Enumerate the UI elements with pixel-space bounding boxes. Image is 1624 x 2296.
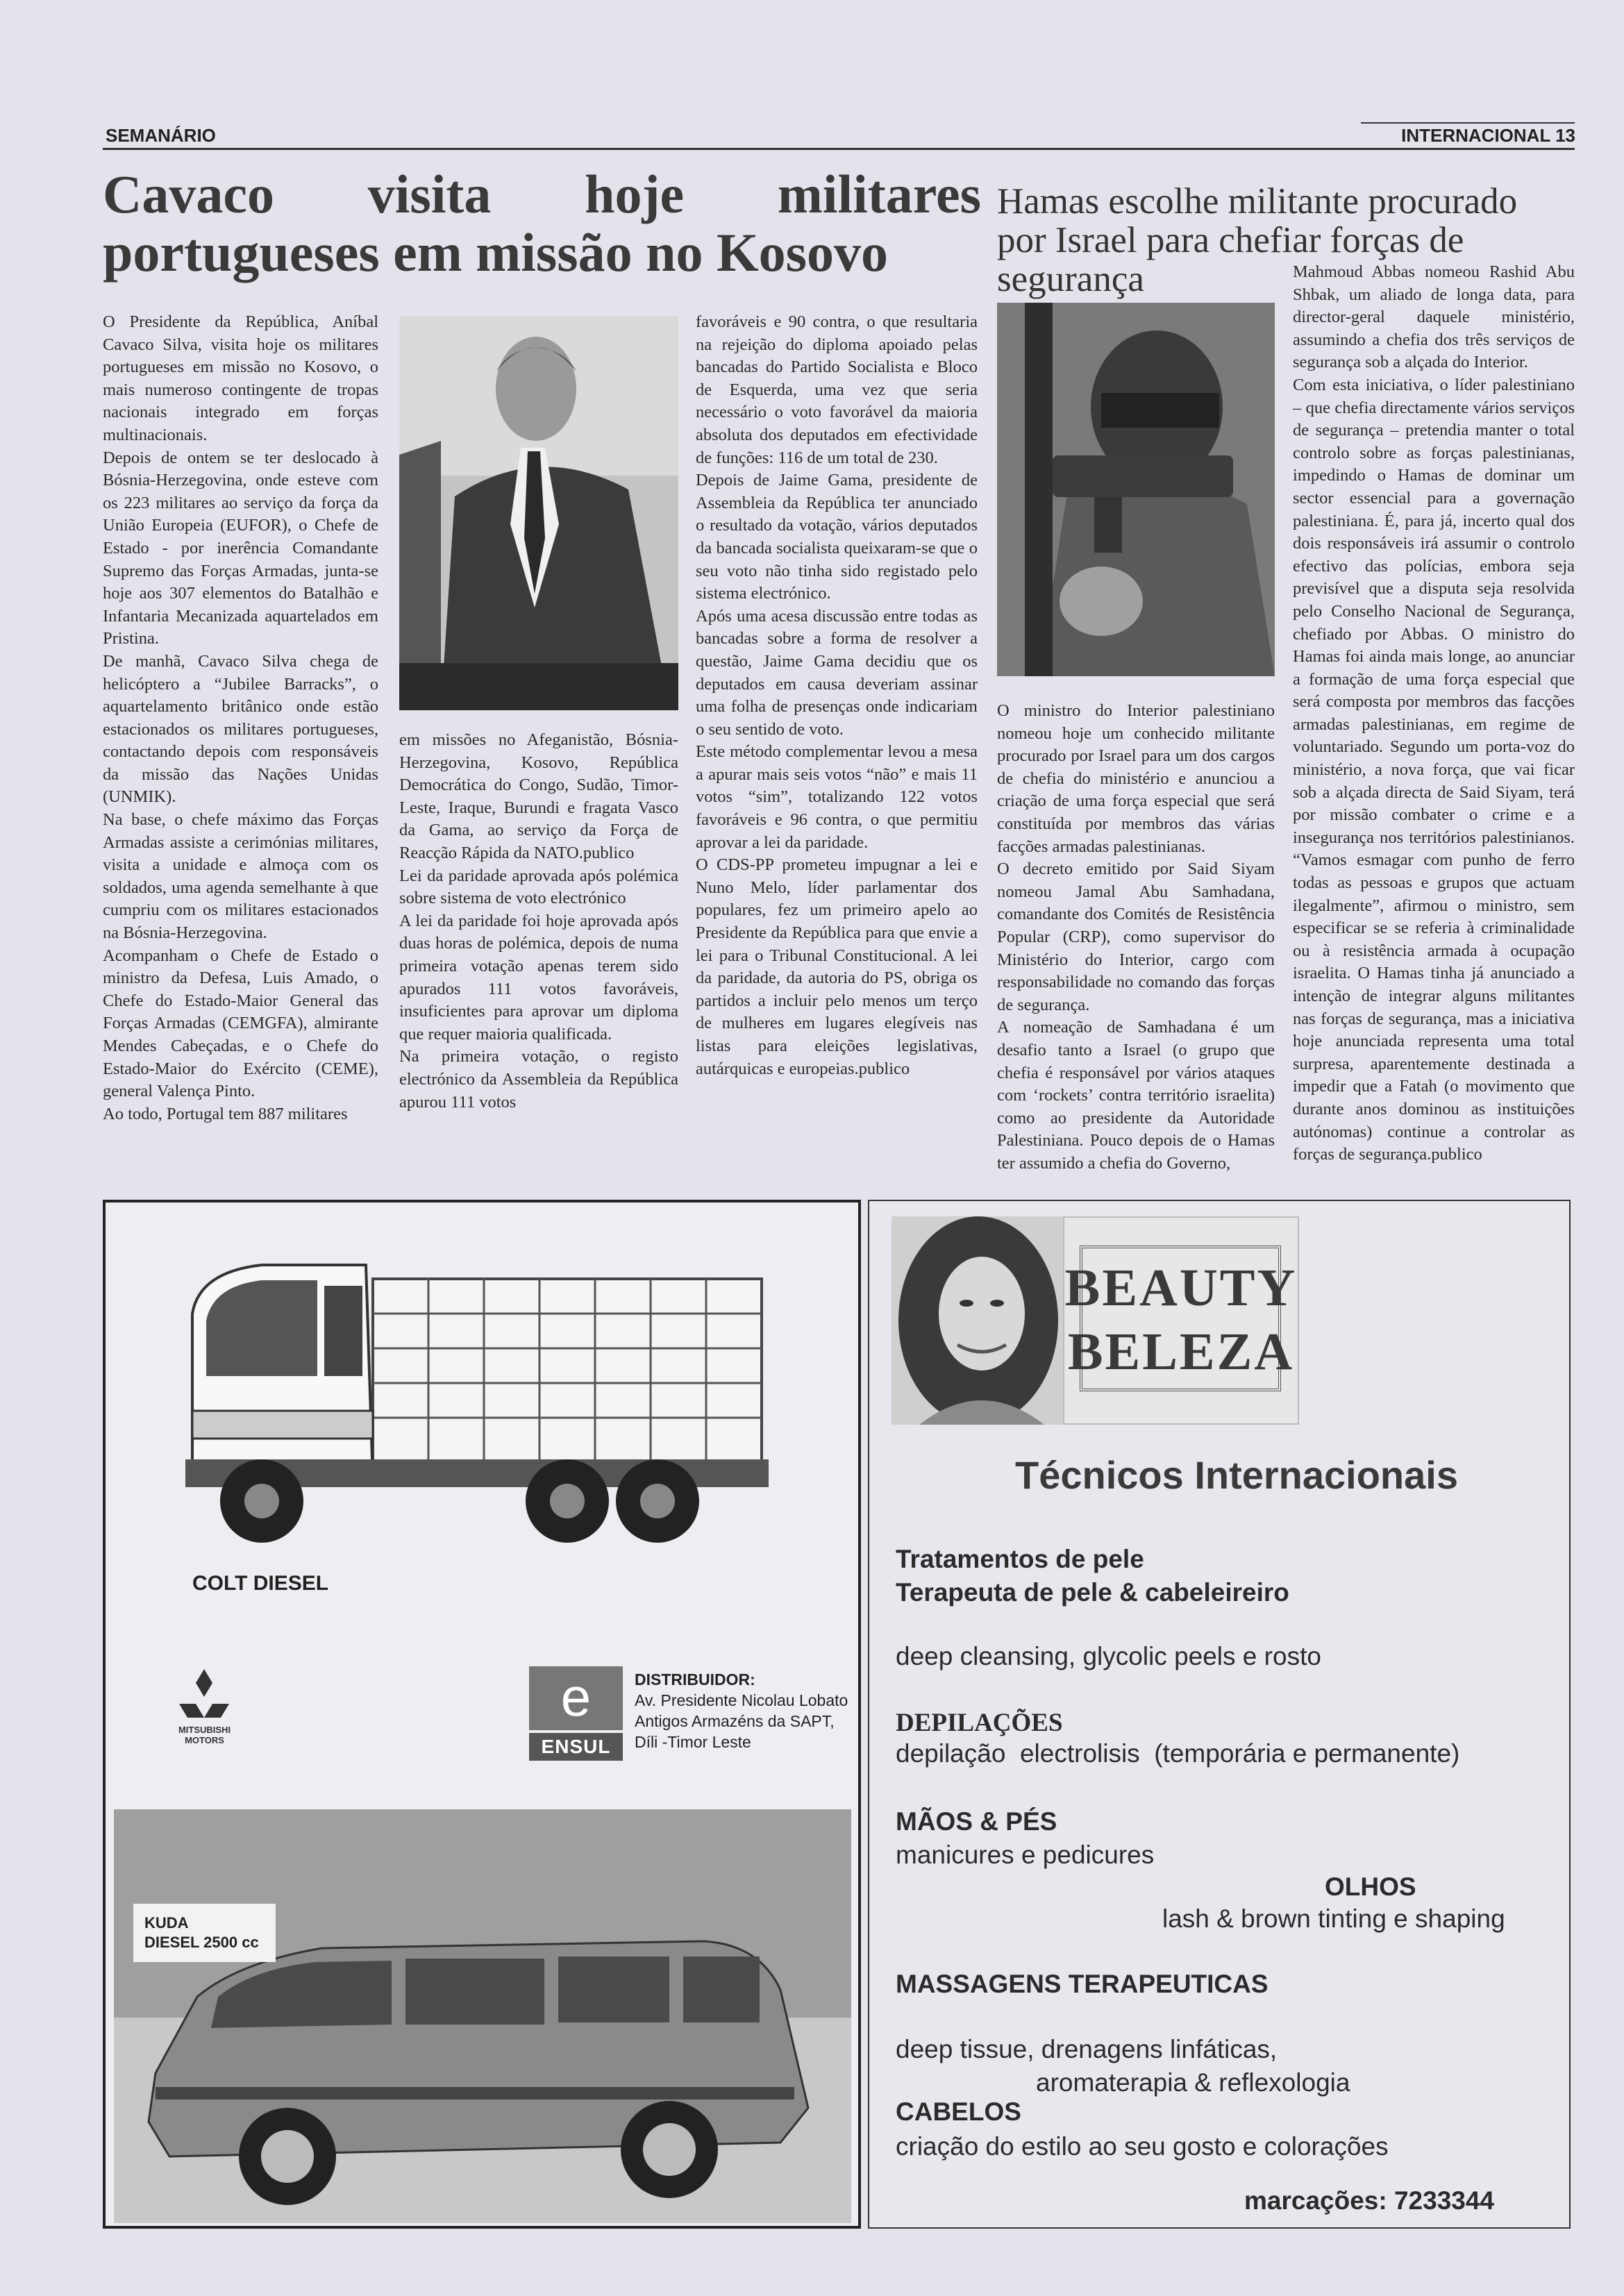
paragraph: Depois de Jaime Gama, presidente de Assembleia da República ter anunciado o resultado da votação, vários deputados da bancada socialista queixaram-se que o seu voto não tinha sido registado pelo sistema electrónico. [696,471,978,603]
article2-column-2 [1293,261,1575,1166]
militant-photo-illustration [997,303,1275,676]
service-skin-description: deep cleansing, glycolic peels e rosto [896,1642,1321,1670]
article1-headline [103,165,981,282]
beauty-sign-title-pt: BELEZA [1067,1323,1295,1381]
ensul-mark-icon: e [529,1666,623,1730]
article1-column-2 [399,729,678,1114]
service-hair-description: criação do estilo ao seu gosto e colorações [896,2132,1389,2161]
militant-photo [997,303,1275,676]
paragraph: Ao todo, Portugal tem 887 militares [103,1104,348,1123]
paragraph: Na base, o chefe máximo das Forças Armadas assiste a cerimónias militares, visita a unidade e almoça com os soldados, uma agenda semelhante à que cumpriu com os militares estacionados na Bósnia-Herzegovina. [103,810,378,943]
paragraph: Após uma acesa discussão entre todas as bancadas sobre a forma de resolver a questão, Jaime Gama decidiu que os deputados em causa deveriam assinar uma folha de presenças onde indicariam o seu sentido de voto. [696,606,978,739]
paragraph: O Presidente da República, Aníbal Cavaco Silva, visita hoje os militares portugueses em missão no Kosovo, o mais numeroso contingente de tropas nacionais integrado em forças multinacionais. [103,312,378,444]
article1-headline-line2: portugueses em missão no Kosovo [103,222,889,283]
service-hair-title: CABELOS [896,2097,1021,2126]
beauty-sign [1063,1216,1299,1425]
service-eyes-description: lash & brown tinting e shaping [1162,1904,1505,1933]
paragraph: De manhã, Cavaco Silva chega de helicóptero a “Jubilee Barracks”, o aquartelamento britânico onde estão estacionados os militares portugueses, contactando depois com responsáveis da missão das Nações Unidas (UNMIK). [103,651,378,807]
service-hair-removal-title: DEPILAÇÕES [896,1709,1063,1737]
distributor-title: DISTRIBUIDOR: [635,1670,755,1689]
service-skin-subtitle: Terapeuta de pele & cabeleireiro [896,1578,1289,1607]
van-model-label [133,1904,276,1962]
distributor-address: Díli -Timor Leste [635,1733,751,1751]
paragraph: Na primeira votação, o registo electrónico da Assembleia da República apurou 111 votos [399,1047,678,1112]
headline-word: Cavaco [103,164,274,224]
ensul-name: ENSUL [529,1733,623,1761]
van-photo [114,1809,851,2223]
service-massage-title: MASSAGENS TERAPEUTICAS [896,1970,1269,1998]
service-skin-title: Tratamentos de pele [896,1545,1144,1573]
service-hair-removal-description: depilação electrolisis (temporária e permanente) [896,1739,1460,1768]
mitsubishi-brand-text [171,1725,237,1745]
paragraph: favoráveis e 90 contra, o que resultaria na rejeição do diploma apoiado pelas bancadas do Partido Socialista e Bloco de Esquerda, uma vez que seria necessário o voto favorável da maioria absoluta dos deputados em efectividade de funções: 116 de um total de 230. [696,312,978,467]
president-photo-illustration [399,316,678,710]
brand-line: MOTORS [185,1735,224,1745]
paragraph: Depois de ontem se ter deslocado à Bósnia-Herzegovina, onde esteve com os 223 militares ao serviço da força da União Europeia (EUFOR), o Chefe de Estado - por inerência Comandante Supremo das Forças Armadas, junta-se hoje aos 307 elementos do Batalhão e Infantaria Mecanizada aquartelados em Pristina. [103,448,378,648]
woman-image [891,1216,1063,1425]
truck-image [178,1230,782,1557]
mitsubishi-logo-icon [176,1666,232,1722]
service-massage-description: deep tissue, drenagens linfáticas, [896,2035,1278,2063]
header-rule-right-top [1361,122,1575,124]
header-rule [103,148,1575,150]
beauty-sign-title-en: BEAUTY [1064,1259,1298,1317]
paragraph: Com esta iniciativa, o líder palestiniano – que chefia directamente vários serviços de segurança – pretendia manter o total controlo sobre as forças palestinianas, impedindo o Hamas de dominar um sector essencial para a governação palestiniana. É, para já, incerto qual dos dois responsáveis irá assumir o controlo efectivo das polícias, embora seja previsível que a disputa seja resolvida pelo Conselho Nacional de Segurança, chefiado por Abbas. O ministro do Hamas foi ainda mais longe, ao anunciar a formação de uma força especial que será composta por membros das facções armadas palestinianas, em regime de voluntariado. Segundo um porta-voz do ministério, a nova força, que vai ficar sob a alçada directa de Said Siyam, terá por missão combater o crime e a insegurança nos territórios palestinianos. “Vamos esmagar com punho de ferro todas as pessoas e grupos que actuam ilegalmente”, afirmou o ministro, sem especificar se se referia à criminalidade ou à resistência armada à ocupação israelita. O Hamas tinha já anunciado a intenção de integrar alguns militantes nas forças de segurança, mas a iniciativa hoje anunciada representa uma total surpresa, aparentemente destinada a impedir que a Fatah (o movimento que durante anos dominou as instituições autónomas) continue a controlar as forças de segurança.publico [1293,375,1575,1164]
service-massage-description: aromaterapia & reflexologia [1036,2068,1350,2097]
ad-title: Técnicos Internacionais [1015,1453,1458,1497]
paragraph: O decreto emitido por Said Siyam nomeou Jamal Abu Samhadana, comandante dos Comités de Resistência Popular (CRP), como supervisor do Ministério do Interior, cargo com responsabilidade no comando das forças de segurança. [997,860,1275,1014]
distributor-address: Antigos Armazéns da SAPT, [635,1712,835,1730]
article2-column-1 [997,700,1275,1175]
distributor-info [635,1669,860,1752]
article1-column-1 [103,311,378,1125]
section-label-left: SEMANÁRIO [106,125,216,146]
mitsubishi-advertisement [103,1200,861,2229]
paragraph: Acompanham o Chefe de Estado o ministro da Defesa, Luis Amado, o Chefe do Estado-Maior General das Forças Armadas (CEMGFA), almirante Mendes Cabeçadas, e o Chefe do Estado-Maior do Exército (CEME), general Valença Pinto. [103,946,378,1101]
van-model-name: KUDA [144,1914,189,1932]
woman-photo [891,1216,1063,1425]
paragraph: Este método complementar levou a mesa a apurar mais seis votos “não” e mais 11 votos “sim”, totalizando 122 votos favoráveis e 96 contra, o que permitiu aprovar a lei da paridade. [696,742,978,852]
service-hands-feet-title: MÃOS & PÉS [896,1807,1057,1836]
president-photo [399,316,678,710]
paragraph: em missões no Afeganistão, Bósnia-Herzegovina, Kosovo, República Democrática do Congo, Sudão, Timor-Leste, Iraque, Burundi e fragata Vasco da Gama, ao serviço da Força de Reacção Rápida da NATO.publico [399,730,678,862]
booking-phone: marcações: 7233344 [1244,2186,1495,2215]
section-label-right: INTERNACIONAL 13 [1401,125,1575,146]
service-hands-feet-description: manicures e pedicures [896,1841,1155,1869]
article1-headline-line1 [103,165,981,224]
van-image [114,1809,851,2223]
truck-model-label: COLT DIESEL [192,1572,329,1595]
beauty-advertisement [868,1200,1571,2229]
headline-word: visita [367,164,492,224]
paragraph: O CDS-PP prometeu impugnar a lei e Nuno Melo, líder parlamentar dos populares, fez um primeiro apelo ao Presidente da República para que envie a lei para o Tribunal Constitucional. A lei da paridade, da autoria do PS, obriga os partidos a incluir pelo menos um terço de mulheres em lugares elegíveis nas listas para eleições legislativas, autárquicas e europeias.publico [696,855,978,1078]
subheading: Lei da paridade aprovada após polémica sobre sistema de voto electrónico [399,866,678,908]
service-eyes-title: OLHOS [1325,1872,1416,1901]
paragraph: O ministro do Interior palestiniano nomeou hoje um conhecido militante procurado por Israel para um dos cargos de chefia do ministério e anunciou a criação de uma força especial que será constituída por membros das várias facções armadas palestinianas. [997,701,1275,856]
van-model-engine: DIESEL 2500 cc [144,1934,259,1951]
paragraph: Mahmoud Abbas nomeou Rashid Abu Shbak, um aliado de longa data, para director-geral daquele ministério, assumindo a chefia dos três serviços de segurança sob a alçada do Interior. [1293,262,1575,372]
headline-word: hoje [585,164,685,224]
article2-headline: Hamas escolhe militante procurado por Israel para chefiar forças de segurança [997,181,1518,299]
ensul-logo [529,1666,623,1763]
distributor-address: Av. Presidente Nicolau Lobato [635,1691,848,1709]
brand-line: MITSUBISHI [178,1725,231,1735]
paragraph: A lei da paridade foi hoje aprovada após duas horas de polémica, depois de numa primeira votação apenas terem sido apurados 111 votos favoráveis, insuficientes para aprovar um diploma que requer maioria qualificada. [399,911,678,1044]
headline-word: militares [777,164,981,224]
article1-column-3 [696,311,978,1080]
paragraph: A nomeação de Samhadana é um desafio tanto a Israel (o grupo que chefia é responsável por vários ataques com ‘rockets’ contra território israelita) como ao presidente da Autoridade Palestiniana. Pouco depois de o Hamas ter assumido a chefia do Governo, [997,1018,1275,1173]
